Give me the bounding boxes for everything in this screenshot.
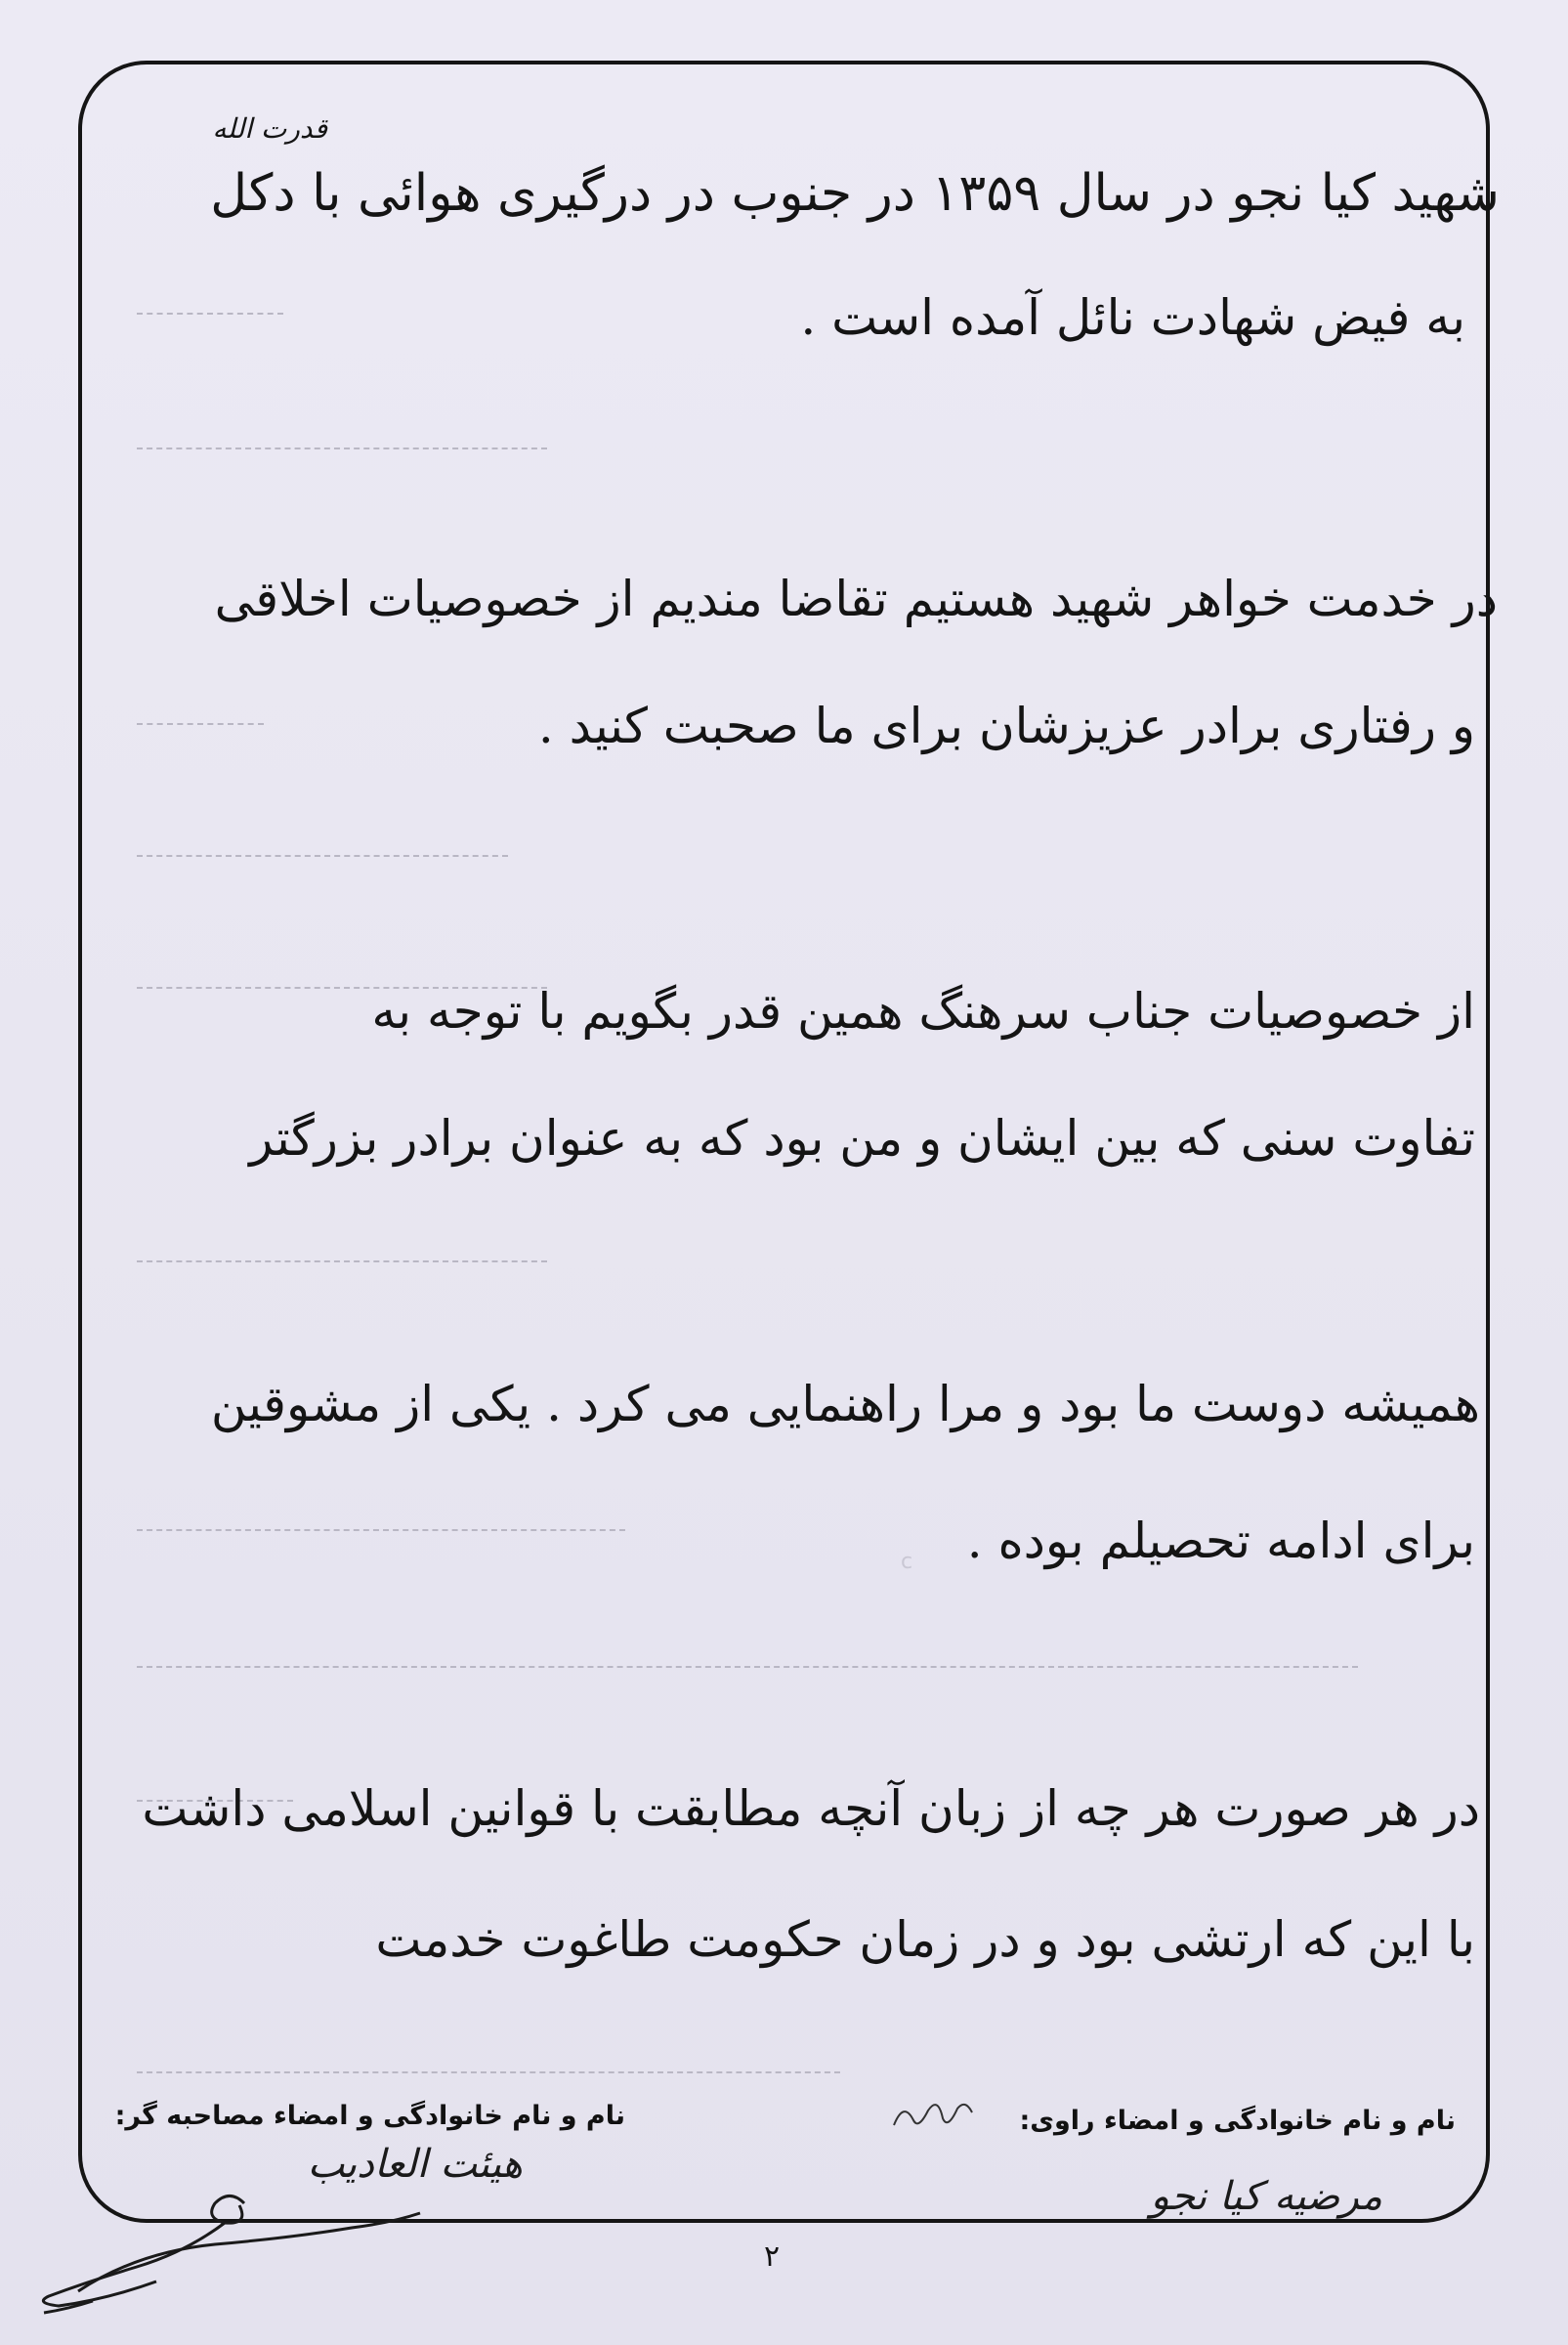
rule-line — [137, 1666, 1358, 1668]
handwritten-line-5: از خصوصیات جناب سرهنگ همین قدر بگویم با توجه به — [371, 983, 1475, 1040]
interviewer-label: نام و نام خانوادگی و امضاء مصاحبه گر: — [114, 2101, 625, 2131]
initials-mark — [889, 2091, 977, 2140]
rule-line — [137, 855, 508, 857]
handwritten-line-3: در خدمت خواهر شهید هستیم تقاضا مندیم از خصوصیات اخلاقی — [214, 571, 1498, 627]
handwritten-line-1: شهید کیا نجو در سال ۱۳۵۹ در جنوب در درگیری هوائی با دکل — [210, 164, 1500, 223]
rule-line — [137, 1260, 547, 1262]
interlinear-note: قدرت الله — [212, 112, 327, 145]
narrator-name: مرضیه کیا نجو — [1150, 2174, 1382, 2219]
rule-line — [137, 723, 264, 725]
rule-line — [137, 313, 283, 315]
handwritten-line-4: و رفتاری برادر عزیزشان برای ما صحبت کنید . — [537, 698, 1475, 754]
handwritten-line-8: برای ادامه تحصیلم بوده . — [966, 1513, 1475, 1569]
handwritten-line-9: در هر صورت هر چه از زبان آنچه مطابقت با قوانین اسلامی داشت — [142, 1780, 1480, 1837]
handwritten-line-7: همیشه دوست ما بود و مرا راهنمایی می کرد . یکی از مشوقین — [210, 1376, 1480, 1432]
rule-line — [137, 2071, 840, 2073]
handwritten-line-2: به فیض شهادت نائل آمده است . — [800, 289, 1465, 346]
rule-line — [137, 1529, 625, 1531]
rule-line — [137, 448, 547, 449]
narrator-label: نام و نام خانوادگی و امضاء راوی: — [1019, 2106, 1456, 2136]
handwritten-line-6: تفاوت سنی که بین ایشان و من بود که به عنوان برادر بزرگتر — [249, 1110, 1475, 1167]
scan-mark: c — [901, 1550, 913, 1574]
page-number: ۲ — [764, 2239, 781, 2274]
interviewer-name: هیئت العادیب — [307, 2142, 523, 2187]
interviewer-signature — [20, 2184, 430, 2330]
handwritten-line-10: با این که ارتشی بود و در زمان حکومت طاغوت خدمت — [375, 1911, 1475, 1968]
